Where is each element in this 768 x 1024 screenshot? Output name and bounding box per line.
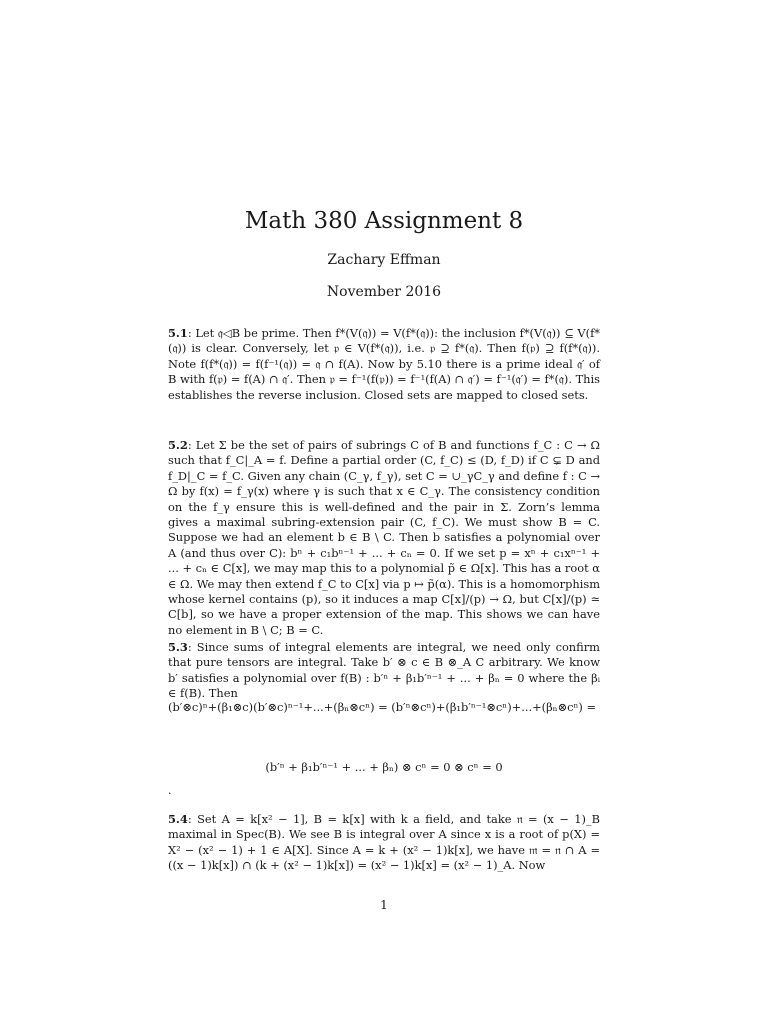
document-date: November 2016 <box>326 284 442 300</box>
section-label: 5.2 <box>168 438 188 452</box>
section-text: : Let Σ be the set of pairs of subrings C of B and functions f_C : C → Ω such that f_C|_A = f. Define a partial order (C, f_C) ≤ (D, f_D) if C ⊊ D and f_D|_C = f_C. Given any chain (C_γ, f_γ), set C = ∪_γC_γ and define f : C → Ω by f(x) = f_γ(x) where γ is such that x ∈ C_γ. The consistency condition on the f_γ ensure this is well-defined and the pair in Σ. Zorn’s lemma gives a maximal subring-extension pair (C, f_C). We must show B = C. Suppose we had an element b ∈ B \ C. Then b satisfies a polynomial over A (and thus over C): bⁿ + c₁bⁿ⁻¹ + ... + cₙ = 0. If we set p = xⁿ + c₁xⁿ⁻¹ + ... + cₙ ∈ C[x], we may map this to a polynomial p̃ ∈ Ω[x]. This has a root α ∈ Ω. We may then extend f_C to C[x] via p ↦ p̃(α). This is a homomorphism whose kernel contains (p), so it induces a map C[x]/(p) → Ω, but C[x]/(p) ≃ C[b], so we have a proper extension of the map. This shows we can have no element in B \ C; B = C. <box>168 438 600 637</box>
section-text: : Let 𝔮◁B be prime. Then f*(V(𝔮)) = V(f*(𝔮)): the inclusion f*(V(𝔮)) ⊆ V(f*(𝔮)) is clear. Conversely, let 𝔭 ∈ V(f*(𝔮)), i.e. 𝔭 ⊇ f*(𝔮). Then f(𝔭) ⊇ f(f*(𝔮)). Note f(f*(𝔮)) = f(f⁻¹(𝔮)) = 𝔮 ∩ f(A). Now by 5.10 there is a prime ideal 𝔮′ of B with f(𝔭) = f(A) ∩ 𝔮′. Then 𝔭 = f⁻¹(f(𝔭)) = f⁻¹(f(A) ∩ 𝔮′) = f⁻¹(𝔮′) = f*(𝔮). This establishes the reverse inclusion. Closed sets are mapped to closed sets. <box>168 326 600 402</box>
section-5-3 <box>168 640 600 702</box>
document-title: Math 380 Assignment 8 <box>244 208 524 234</box>
equation-5-3-line-2: (b′ⁿ + β₁b′ⁿ⁻¹ + ... + βₙ) ⊗ cⁿ = 0 ⊗ cⁿ = 0 <box>265 760 503 774</box>
document-author: Zachary Effman <box>327 252 441 268</box>
section-label: 5.4 <box>168 812 188 826</box>
section-text: : Since sums of integral elements are integral, we need only confirm that pure tensors are integral. Take b′ ⊗ c ∈ B ⊗_A C arbitrary. We know b′ satisfies a polynomial over f(B) : b′ⁿ + β₁b′ⁿ⁻¹ + ... + βₙ = 0 where the βᵢ ∈ f(B). Then <box>168 640 600 701</box>
section-5-1 <box>168 326 600 403</box>
section-5-2 <box>168 438 600 638</box>
section-label: 5.3 <box>168 640 188 654</box>
page-number: 1 <box>380 898 388 912</box>
section-5-4 <box>168 812 600 874</box>
equation-5-3-line-1: (b′⊗c)ⁿ+(β₁⊗c)(b′⊗c)ⁿ⁻¹+...+(βₙ⊗cⁿ) = (b′ⁿ⊗cⁿ)+(β₁b′ⁿ⁻¹⊗cⁿ)+...+(βₙ⊗cⁿ) = <box>168 700 597 714</box>
section-text: : Set A = k[x² − 1], B = k[x] with k a field, and take 𝔫 = (x − 1)_B maximal in Spec(B). We see B is integral over A since x is a root of p(X) = X² − (x² − 1) + 1 ∈ A[X]. Since A = k + (x² − 1)k[x], we have 𝔪 = 𝔫 ∩ A = ((x − 1)k[x]) ∩ (k + (x² − 1)k[x]) = (x² − 1)k[x] = (x² − 1)_A. Now <box>168 812 600 873</box>
section-label: 5.1 <box>168 326 188 340</box>
trailing-period: . <box>168 784 172 797</box>
